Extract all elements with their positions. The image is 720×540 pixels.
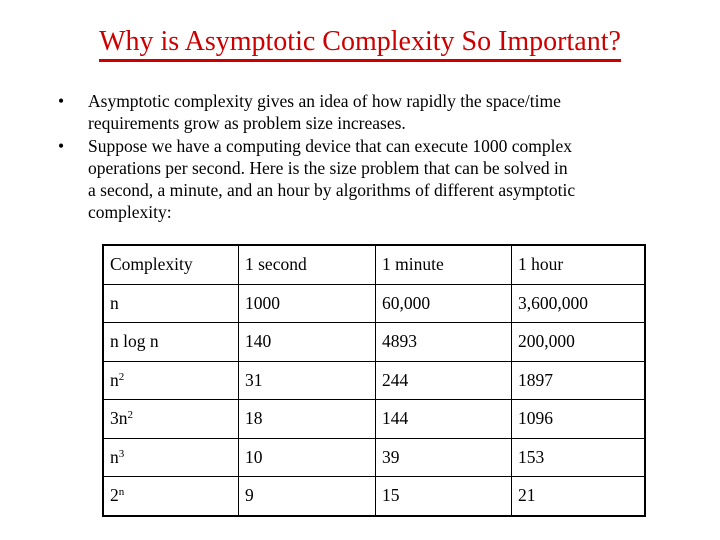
complexity-base: n [110, 292, 119, 313]
bullet-item-2 [58, 135, 658, 223]
header-cell: 1 hour [512, 245, 646, 284]
table-header-row [103, 245, 645, 284]
table-row [103, 477, 645, 516]
value-cell: 200,000 [512, 323, 646, 362]
value-cell: 1096 [512, 400, 646, 439]
complexity-exponent: n [118, 486, 125, 499]
header-cell: Complexity [103, 245, 239, 284]
value-cell: 60,000 [376, 284, 512, 323]
table-row [103, 323, 645, 362]
complexity-base: n [110, 446, 119, 467]
complexity-cell [103, 284, 239, 323]
bullet-dot-icon: • [58, 91, 65, 111]
complexity-base: n log n [110, 331, 159, 352]
bullet-2-line-3: a second, a minute, and an hour by algorithms of different asymptotic [88, 180, 576, 200]
value-cell: 153 [512, 438, 646, 477]
complexity-base: n [110, 369, 119, 390]
value-cell: 10 [239, 438, 376, 477]
value-cell: 144 [376, 400, 512, 439]
bullet-item-1 [58, 90, 658, 134]
complexity-table [102, 244, 646, 517]
complexity-cell [103, 438, 239, 477]
slide-title-text: Why is Asymptotic Complexity So Important? [99, 27, 621, 62]
bullet-1-line-2: requirements grow as problem size increases. [88, 113, 406, 133]
table-row [103, 400, 645, 439]
value-cell: 39 [376, 438, 512, 477]
value-cell: 9 [239, 477, 376, 516]
bullet-list [58, 90, 658, 224]
value-cell: 31 [239, 361, 376, 400]
table-row [103, 438, 645, 477]
bullet-2-line-1: Suppose we have a computing device that can execute 1000 complex [88, 136, 573, 156]
bullet-2-line-4: complexity: [88, 202, 172, 222]
table-row [103, 284, 645, 323]
value-cell: 3,600,000 [512, 284, 646, 323]
complexity-cell [103, 323, 239, 362]
value-cell: 1897 [512, 361, 646, 400]
value-cell: 1000 [239, 284, 376, 323]
value-cell: 244 [376, 361, 512, 400]
value-cell: 140 [239, 323, 376, 362]
bullet-2-line-2: operations per second. Here is the size problem that can be solved in [88, 158, 568, 178]
value-cell: 18 [239, 400, 376, 439]
complexity-exponent: 2 [127, 409, 133, 422]
header-cell: 1 minute [376, 245, 512, 284]
complexity-cell [103, 477, 239, 516]
complexity-exponent: 2 [118, 370, 125, 383]
bullet-1-line-1: Asymptotic complexity gives an idea of how rapidly the space/time [88, 91, 561, 111]
complexity-cell [103, 400, 239, 439]
slide-title [0, 26, 720, 62]
complexity-base: 2 [110, 485, 119, 506]
value-cell: 4893 [376, 323, 512, 362]
complexity-exponent: 3 [118, 447, 125, 460]
header-cell: 1 second [239, 245, 376, 284]
table-row [103, 361, 645, 400]
bullet-dot-icon: • [58, 136, 65, 156]
value-cell: 15 [376, 477, 512, 516]
complexity-cell [103, 361, 239, 400]
value-cell: 21 [512, 477, 646, 516]
complexity-base: 3n [110, 408, 128, 429]
